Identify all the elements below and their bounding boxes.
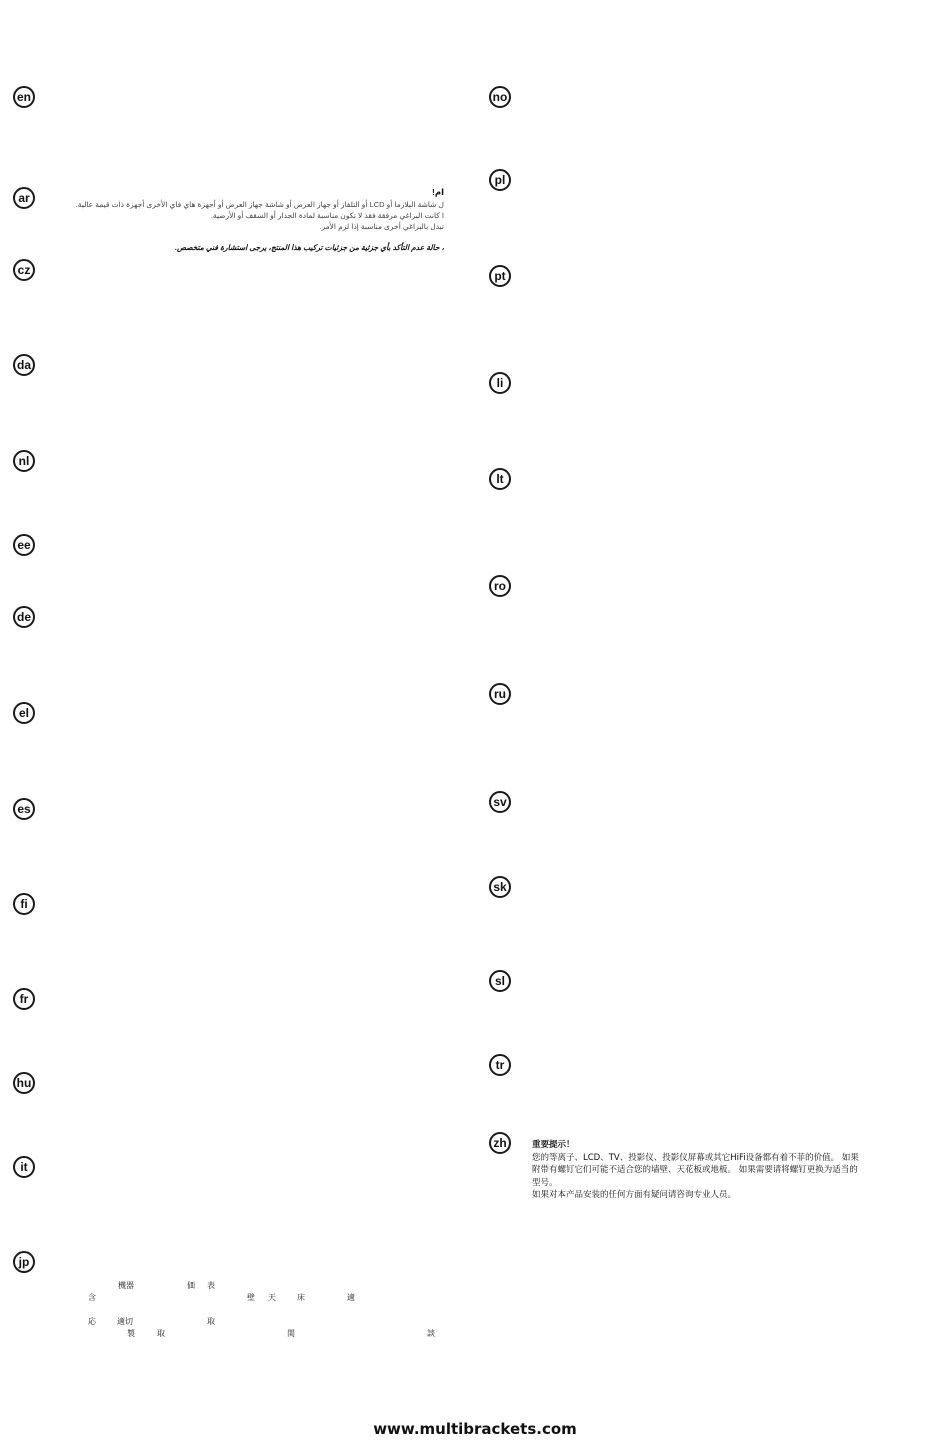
chinese-notice-line-2: 附带有螺钉它们可能不适合您的墙壁、天花板或地板。 如果需要请将螺钉更换为适当的 <box>532 1165 858 1176</box>
lang-badge-jp: jp <box>13 1251 35 1273</box>
chinese-notice-line-1: 您的等离子、LCD、TV、投影仪、投影仪屏幕或其它HiFi设备都有着不菲的价值。 如果 <box>532 1152 859 1163</box>
lang-badge-da: da <box>13 354 35 376</box>
lang-badge-no: no <box>489 86 511 108</box>
lang-badge-hu: hu <box>13 1072 35 1094</box>
lang-badge-it: it <box>13 1156 35 1178</box>
lang-badge-ar: ar <box>13 187 35 209</box>
lang-badge-sl: sl <box>489 970 511 992</box>
lang-badge-es: es <box>13 798 35 820</box>
japanese-fragment: 機器 <box>118 1281 134 1290</box>
arabic-notice-line-2: ا كانت البراغي مرفقة فقد لا تكون مناسبة لمادة الجدار أو السقف أو الأرضية. <box>210 211 444 220</box>
japanese-fragment: 取 <box>157 1329 165 1338</box>
lang-badge-fi: fi <box>13 893 35 915</box>
japanese-fragment: 関 <box>287 1329 295 1338</box>
japanese-fragment: 表 <box>207 1281 215 1290</box>
lang-badge-li: li <box>489 372 511 394</box>
chinese-notice <box>532 1139 934 1202</box>
japanese-fragment: 天 <box>268 1293 276 1302</box>
lang-badge-pt: pt <box>489 265 511 287</box>
japanese-fragment: 含 <box>88 1293 96 1302</box>
arabic-notice-title: ام! <box>432 187 444 197</box>
lang-badge-pl: pl <box>489 169 511 191</box>
lang-badge-sv: sv <box>489 791 511 813</box>
lang-badge-sk: sk <box>489 876 511 898</box>
chinese-notice-line-4: 如果对本产品安装的任何方面有疑问请咨询专业人员。 <box>532 1190 737 1201</box>
japanese-fragment: 価 <box>187 1281 195 1290</box>
lang-badge-de: de <box>13 606 35 628</box>
lang-badge-nl: nl <box>13 450 35 472</box>
lang-badge-zh: zh <box>489 1132 511 1154</box>
lang-badge-ru: ru <box>489 683 511 705</box>
lang-badge-fr: fr <box>13 988 35 1010</box>
lang-badge-ee: ee <box>13 534 35 556</box>
japanese-fragment: 適 <box>347 1293 355 1302</box>
lang-badge-cz: cz <box>13 259 35 281</box>
japanese-fragment: 床 <box>297 1293 305 1302</box>
lang-badge-el: el <box>13 702 35 724</box>
japanese-fragment: 応 <box>88 1317 96 1326</box>
arabic-notice-warning: ، حالة عدم التأكد بأي جزئية من جزئيات تركيب هذا المنتج، يرجى استشارة فني متخصص. <box>174 242 444 252</box>
lang-badge-lt: lt <box>489 468 511 490</box>
arabic-notice-line-1: ل شاشة البلازما أو LCD أو التلفاز أو جهاز العرض أو شاشة جهاز العرض أو أجهزة هاي فاي الأخرى أجهزة ذات قيمة عالية. <box>75 199 444 209</box>
lang-badge-ro: ro <box>489 575 511 597</box>
japanese-fragment: 適切 <box>117 1317 133 1326</box>
chinese-notice-line-3: 型号。 <box>532 1177 558 1188</box>
japanese-fragment: 談 <box>427 1329 435 1338</box>
lang-badge-tr: tr <box>489 1054 511 1076</box>
japanese-fragment: 壁 <box>247 1293 255 1302</box>
chinese-notice-title: 重要提示！ <box>532 1140 575 1150</box>
footer-url: www.multibrackets.com <box>373 1420 577 1438</box>
japanese-fragment: 取 <box>207 1317 215 1326</box>
japanese-fragment: 製 <box>127 1329 135 1338</box>
arabic-notice-line-3: تبدل بالبراغي أخرى مناسبة إذا لزم الأمر. <box>319 222 444 232</box>
arabic-notice <box>62 186 444 253</box>
lang-badge-en: en <box>13 86 35 108</box>
